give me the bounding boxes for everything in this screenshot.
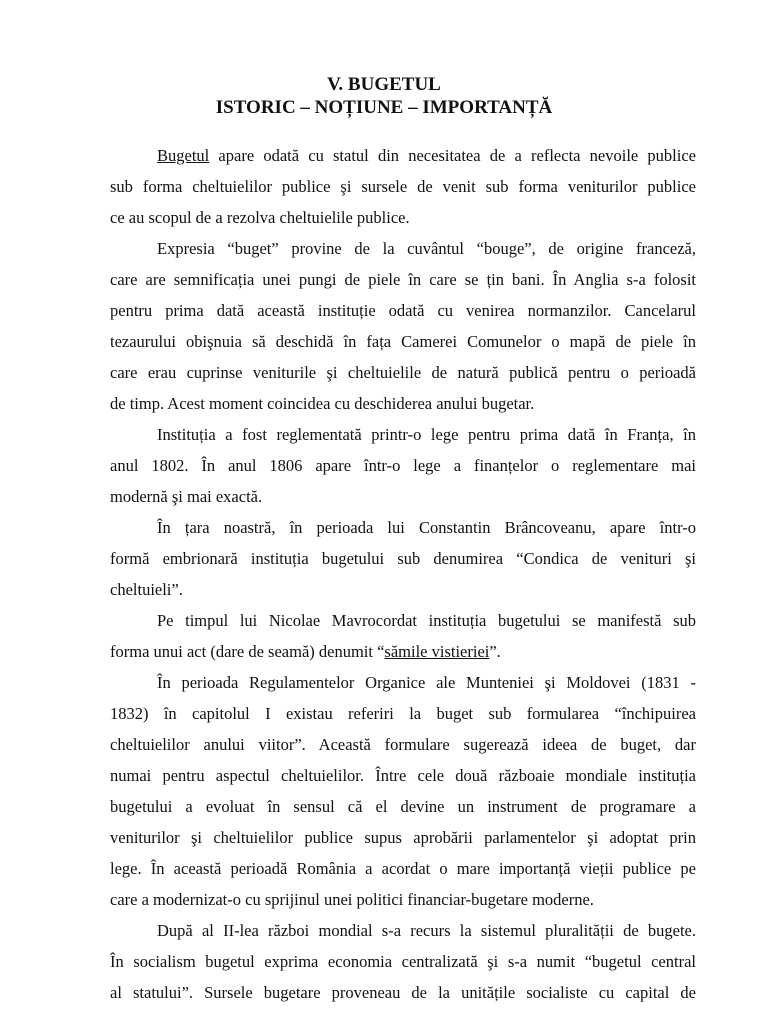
- paragraph-2-line-2: care are semnificația unei pungi de piele în care se țin bani. În Anglia s-a folosit: [110, 270, 696, 289]
- paragraph-4-line-2: formă embrionară instituția bugetului sub denumirea “Condica de venituri şi: [110, 549, 696, 568]
- paragraph-1-line-3: ce au scopul de a rezolva cheltuielile publice.: [110, 208, 410, 227]
- paragraph-5-line-1: Pe timpul lui Nicolae Mavrocordat instituția bugetului se manifestă sub: [157, 611, 696, 630]
- paragraph-5-line-2: [110, 636, 696, 667]
- paragraph-5-line-2-pre: forma unui act (dare de seamă) denumit “: [110, 642, 385, 661]
- paragraph-6-line-5: bugetului a evoluat în sensul că el devine un instrument de programare a: [110, 797, 696, 816]
- body-text: [110, 140, 696, 1008]
- paragraph-6-line-4: numai pentru aspectul cheltuielilor. Între cele două războaie mondiale instituția: [110, 766, 696, 785]
- paragraph-2-line-3: pentru prima dată această instituție odată cu venirea normanzilor. Cancelarul: [110, 301, 696, 320]
- paragraph-1-line-1: [110, 140, 696, 171]
- paragraph-2-line-5: care erau cuprinse veniturile şi cheltuielile de natură publică pentru o perioadă: [110, 363, 696, 382]
- paragraph-3-line-3: modernă şi mai exactă.: [110, 487, 263, 506]
- paragraph-3-line-2: anul 1802. În anul 1806 apare într-o lege a finanțelor o reglementare mai: [110, 456, 696, 475]
- paragraph-1-line-1-text: apare odată cu statul din necesitatea de a reflecta nevoile publice: [209, 146, 696, 165]
- paragraph-6-line-6: veniturilor şi cheltuielilor publice supus aprobării parlamentelor şi adoptat prin: [110, 828, 696, 847]
- paragraph-6-line-3: cheltuielilor anului viitor”. Această formulare sugerează ideea de buget, dar: [110, 735, 696, 754]
- paragraph-6-line-7: lege. În această perioadă România a acordat o mare importanță vieții publice pe: [110, 859, 696, 878]
- paragraph-6-line-2: 1832) în capitolul I existau referiri la buget sub formularea “închipuirea: [110, 704, 696, 723]
- paragraph-5-line-2-post: ”.: [489, 642, 501, 661]
- paragraph-6-line-1: În perioada Regulamentelor Organice ale Munteniei şi Moldovei (1831 -: [157, 673, 696, 692]
- term-bugetul: Bugetul: [157, 146, 210, 165]
- paragraph-4-line-3: cheltuieli”.: [110, 580, 183, 599]
- paragraph-1-line-2: sub forma cheltuielilor publice şi sursele de venit sub forma veniturilor publice: [110, 177, 696, 196]
- paragraph-7-line-3: al statului”. Sursele bugetare proveneau de la unitățile socialiste cu capital de: [110, 983, 696, 1002]
- paragraph-7-line-2: În socialism bugetul exprima economia centralizată şi s-a numit “bugetul central: [110, 952, 696, 971]
- chapter-title: V. BUGETUL: [327, 74, 441, 95]
- paragraph-3-line-1: Instituția a fost reglementată printr-o lege pentru prima dată în Franța, în: [157, 425, 696, 444]
- paragraph-2-line-6: de timp. Acest moment coincidea cu deschiderea anului bugetar.: [110, 394, 535, 413]
- paragraph-2-line-1: Expresia “buget” provine de la cuvântul “bouge”, de origine franceză,: [157, 239, 696, 258]
- chapter-subtitle: ISTORIC – NOȚIUNE – IMPORTANȚĂ: [215, 97, 553, 118]
- paragraph-7-line-1: După al II-lea război mondial s-a recurs la sistemul pluralității de bugete.: [157, 921, 696, 940]
- paragraph-4-line-1: În țara noastră, în perioada lui Constantin Brâncoveanu, apare într-o: [157, 518, 696, 537]
- term-samile-vistieriei: sămile vistieriei: [384, 642, 490, 661]
- paragraph-2-line-4: tezaurului obişnuia să deschidă în fața Camerei Comunelor o mapă de piele în: [110, 332, 696, 351]
- paragraph-6-line-8: care a modernizat-o cu sprijinul unei politici financiar-bugetare moderne.: [110, 890, 594, 909]
